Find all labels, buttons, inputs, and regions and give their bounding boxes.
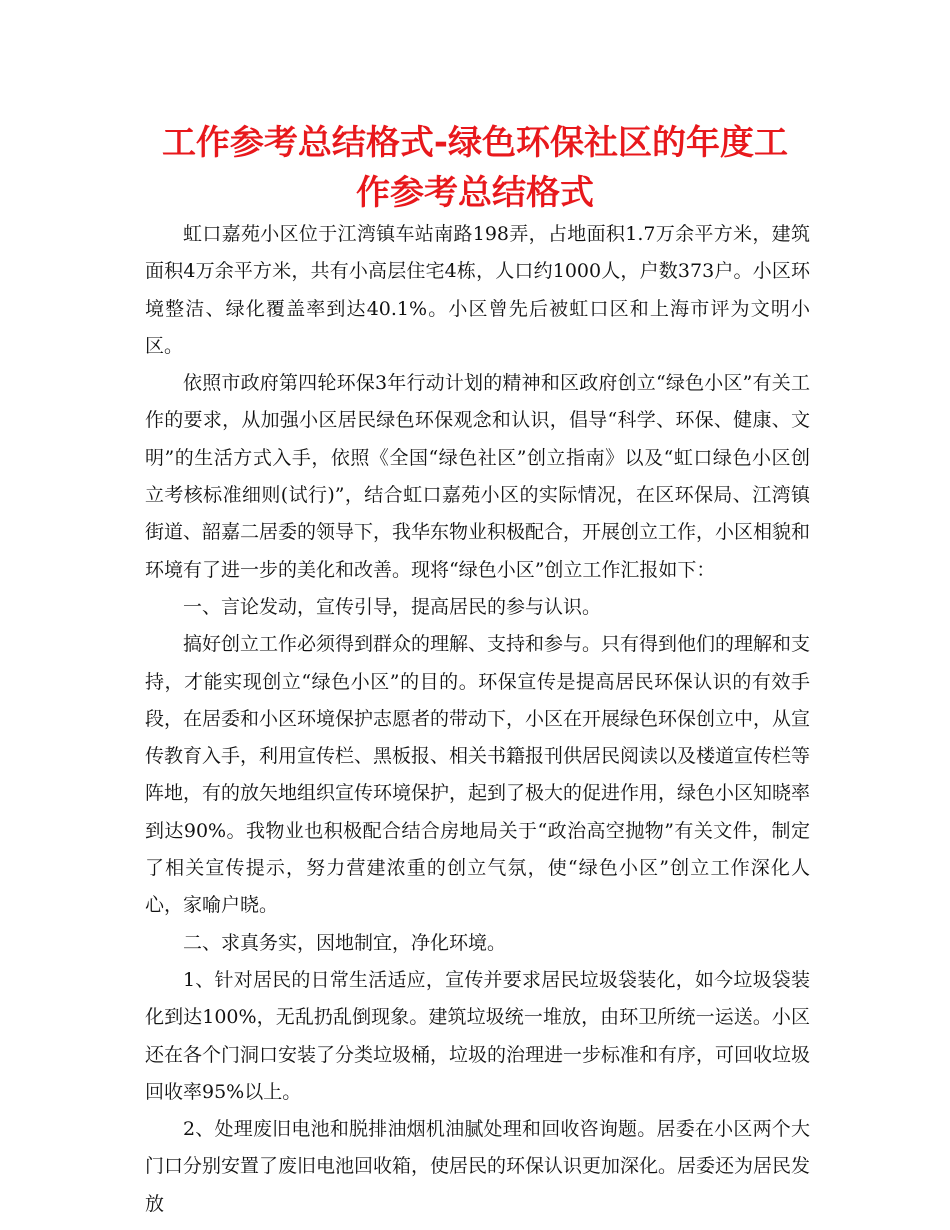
paragraph-intro: 虹口嘉苑小区位于江湾镇车站南路198弄，占地面积1.7万余平方米，建筑面积4万余平方米，共有小高层住宅4栋，人口约1000人，户数373户。小区环境整洁、绿化覆盖率到达40.1%。小区曾先后被虹口区和上海市评为文明小区。 — [145, 223, 810, 357]
paragraph-batteries: 2、处理废旧电池和脱排油烟机油腻处理和回收咨询题。居委在小区两个大门口分别安置了废旧电池回收箱，使居民的环保认识更加深化。居委还为居民发放 — [145, 1118, 811, 1215]
paragraph-basis: 依照市政府第四轮环保3年行动计划的精神和区政府创立“绿色小区”有关工作的要求，从加强小区居民绿色环保观念和认识，倡导“科学、环保、健康、文明”的生活方式入手，依照《全国“绿色社区”创立指南》以及“虹口绿色小区创立考核标准细则(试行)”，结合虹口嘉苑小区的实际情况，在区环保局、江湾镇街道、韶嘉二居委的领导下，我华东物业积极配合，开展创立工作，小区相貌和环境有了进一步的美化和改善。现将“绿色小区”创立工作汇报如下： — [145, 372, 811, 581]
paragraph-publicity: 搞好创立工作必须得到群众的理解、支持和参与。只有得到他们的理解和支持，才能实现创立“绿色小区”的目的。环保宣传是提高居民环保认识的有效手段，在居委和小区环境保护志愿者的带动下，小区在开展绿色环保创立中，从宣传教育入手，利用宣传栏、黑板报、相关书籍报刊供居民阅读以及楼道宣传栏等阵地，有的放矢地组织宣传环境保护，起到了极大的促进作用，绿色小区知晓率到达90%。我物业也积极配合结合房地局关于“政治高空抛物”有关文件，制定了相关宣传提示，努力营建浓重的创立气氛，使“绿色小区”创立工作深化人心，家喻户晓。 — [145, 633, 811, 917]
document-body — [145, 216, 810, 1223]
section-heading-2: 二、求真务实，因地制宜，净化环境。 — [183, 931, 507, 954]
paragraph-garbage: 1、针对居民的日常生活适应，宣传并要求居民垃圾袋装化，如今垃圾袋装化到达100%，无乱扔乱倒现象。建筑垃圾统一堆放，由环卫所统一运送。小区还在各个门洞口安装了分类垃圾桶，垃圾的治理进一步标准和有序，可回收垃圾回收率95%以上。 — [145, 968, 811, 1103]
document-title: 工作参考总结格式-绿色环保社区的年度工作参考总结格式 — [161, 123, 789, 213]
section-heading-1: 一、言论发动，宣传引导，提高居民的参与认识。 — [183, 595, 602, 618]
